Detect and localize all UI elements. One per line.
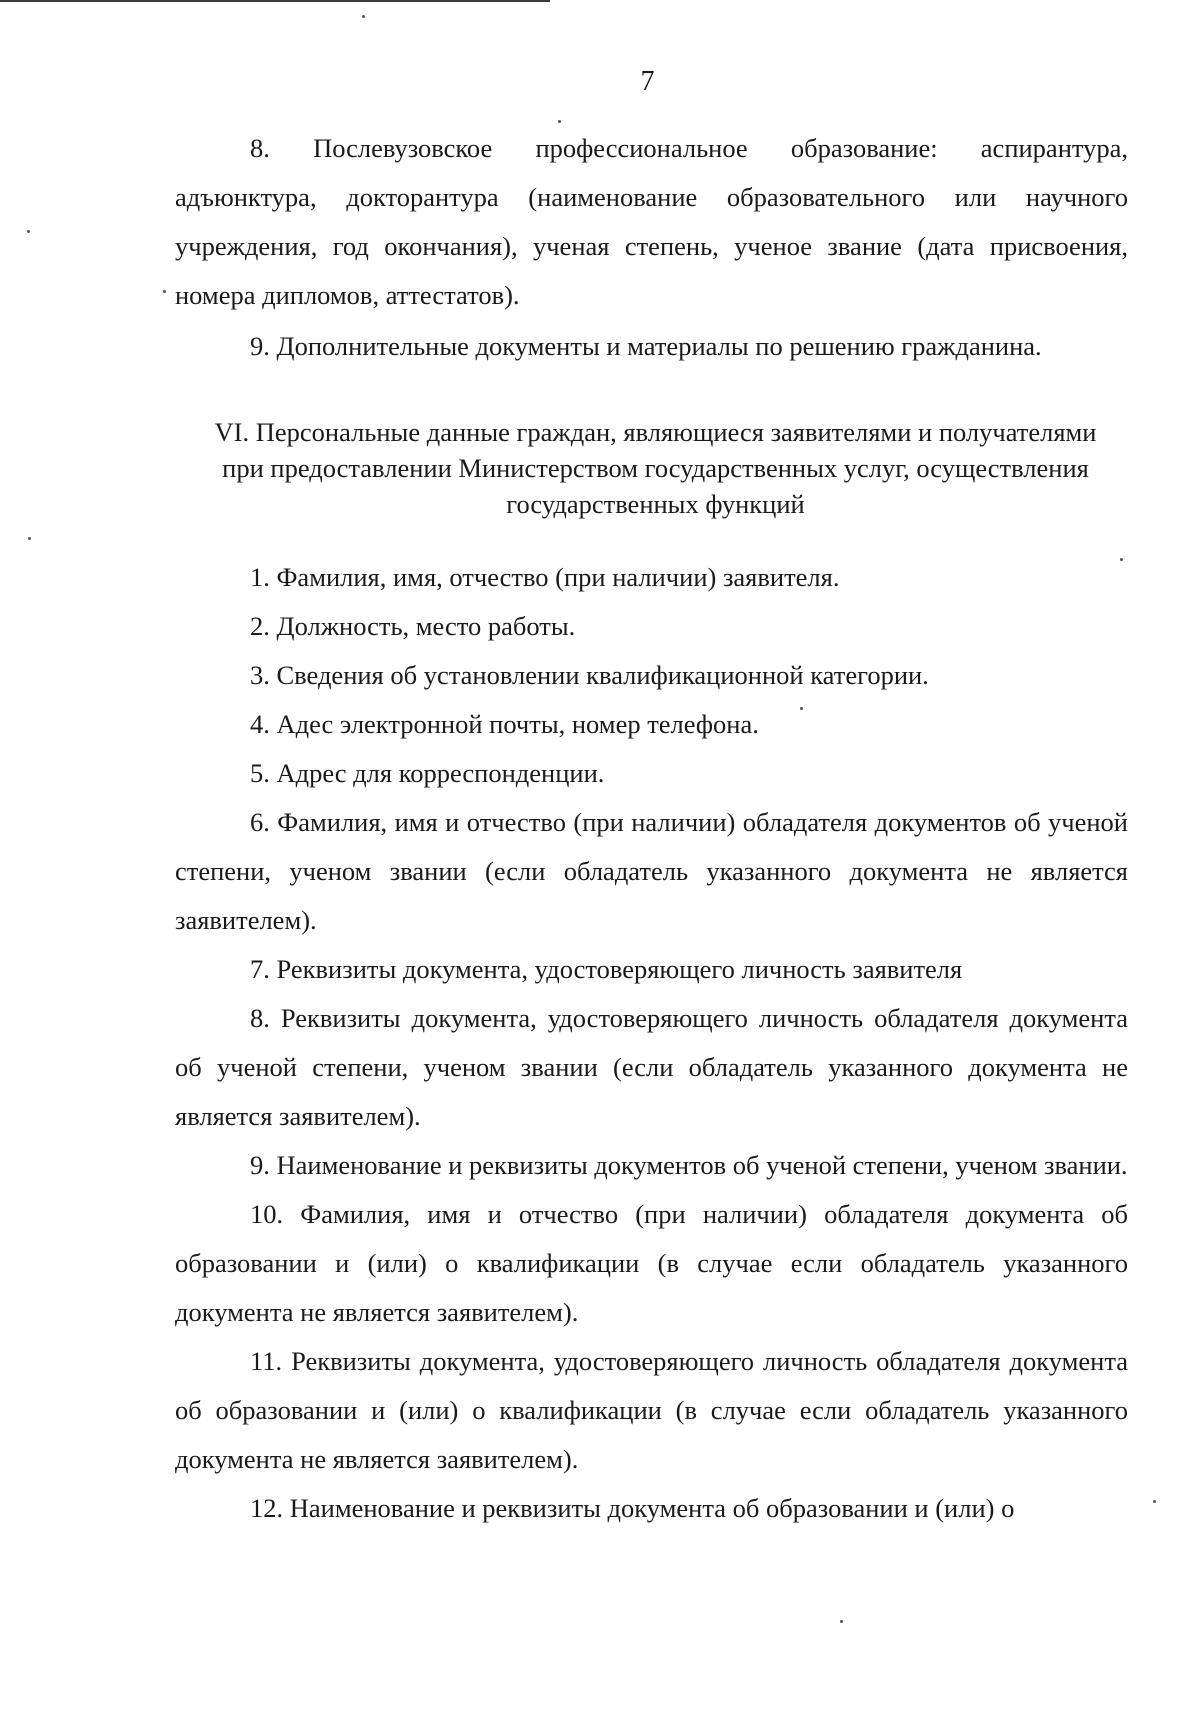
section-heading [175, 414, 1128, 522]
intro-item-8: 8. Послевузовское профессиональное образование: аспирантура, адъюнктура, докторантура (наименование образовательного или научного учреждения, год окончания), ученая степень, ученое звание (дата присвоения, номера дипломов, аттестатов). [175, 133, 1128, 310]
section-item-12: 12. Наименование и реквизиты документа об образовании и (или) о [250, 1493, 1015, 1523]
scan-speck [27, 230, 30, 233]
scan-speck [362, 15, 365, 18]
section-item-10: 10. Фамилия, имя и отчество (при наличии) обладателя документа об образовании и (или) о квалификации (в случае если обладатель указанного документа не является заявителем). [175, 1199, 1128, 1327]
section-item-3: 3. Сведения об установлении квалификационной категории. [250, 660, 929, 690]
intro-item-9: 9. Дополнительные документы и материалы по решению гражданина. [250, 331, 1042, 361]
top-scan-rule [0, 0, 550, 2]
section-item-2: 2. Должность, место работы. [250, 611, 576, 641]
scan-speck [1153, 1500, 1156, 1503]
scan-speck [28, 537, 31, 540]
scan-speck [558, 120, 561, 123]
document-body [175, 124, 1128, 1533]
page-number: 7 [640, 66, 655, 97]
section-heading-line: государственных функций [506, 489, 805, 519]
section-item-5: 5. Адрес для корреспонденции. [250, 758, 605, 788]
section-item-8: 8. Реквизиты документа, удостоверяющего личность обладателя документа об ученой степени, ученом звании (если обладатель указанного документа не является заявителем). [175, 1003, 1128, 1131]
section-item-6: 6. Фамилия, имя и отчество (при наличии) обладателя документов об ученой степени, ученом звании (если обладатель указанного документа не является заявителем). [175, 807, 1128, 935]
section-item-9: 9. Наименование и реквизиты документов об ученой степени, ученом звании. [250, 1150, 1128, 1180]
section-heading-line: при предоставлении Министерством государственных услуг, осуществления [222, 453, 1089, 483]
section-item-1: 1. Фамилия, имя, отчество (при наличии) заявителя. [250, 562, 840, 592]
scan-speck [840, 1620, 843, 1623]
scan-speck [163, 290, 166, 293]
section-item-11: 11. Реквизиты документа, удостоверяющего личность обладателя документа об образовании и (или) о квалификации (в случае если обладатель указанного документа не является заявителем). [175, 1346, 1128, 1474]
section-heading-line: VI. Персональные данные граждан, являющиеся заявителями и получателями [214, 417, 1097, 447]
section-item-7: 7. Реквизиты документа, удостоверяющего личность заявителя [250, 954, 963, 984]
section-item-4: 4. Адес электронной почты, номер телефона. [250, 709, 759, 739]
